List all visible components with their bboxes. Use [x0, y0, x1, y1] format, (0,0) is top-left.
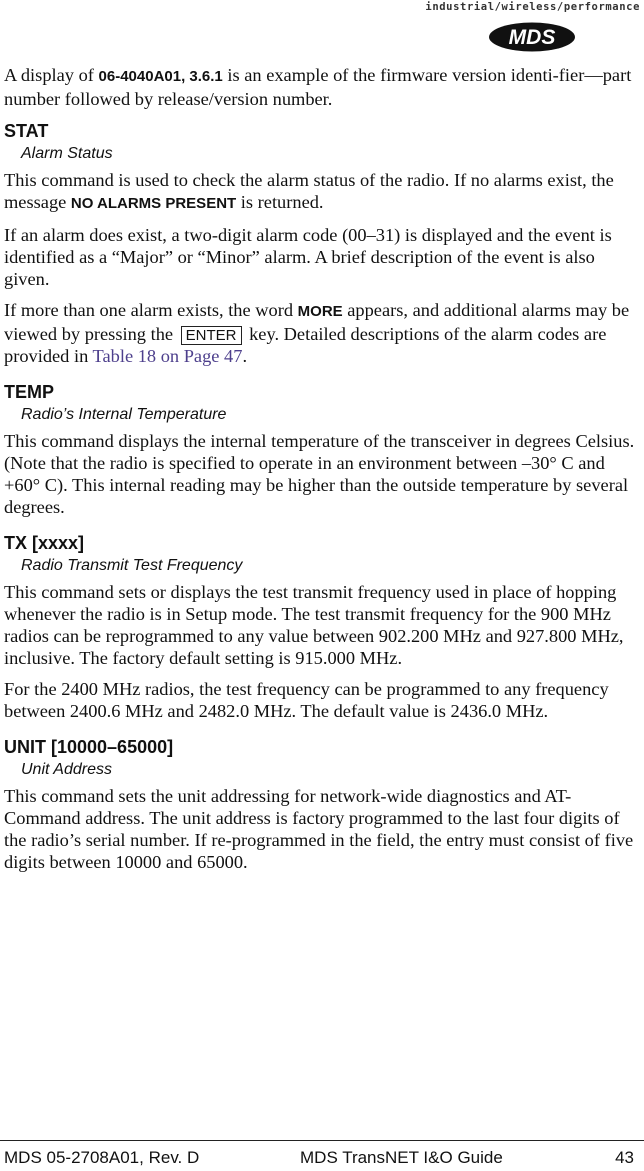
footer-rule [0, 1140, 644, 1141]
stat-paragraph-3: If more than one alarm exists, the word MORE appears, and additional alarms may be viewed by pressing the ENTER key. Detailed descriptions of the alarm codes are provided in Table 18 on Page 47. [4, 300, 630, 366]
mds-logo [488, 22, 576, 52]
tx-subtitle: Radio Transmit Test Frequency [21, 557, 243, 574]
footer-page-number: 43 [615, 1148, 634, 1167]
no-alarms-code: NO ALARMS PRESENT [70, 195, 237, 212]
page-content [4, 64, 636, 882]
firmware-code: 06-4040A01, 3.6.1 [98, 68, 223, 85]
temp-heading: TEMP [4, 382, 55, 402]
unit-subtitle: Unit Address [21, 761, 112, 778]
intro-paragraph: A display of 06-4040A01, 3.6.1 is an example of the firmware version identi-fier—part number followed by release/version number. [4, 65, 632, 109]
tx-paragraph-1: This command sets or displays the test transmit frequency used in place of hopping whenever the radio is in Setup mode. The test transmit frequency for the 900 MHz radios can be reprogrammed to any value between 902.200 MHz and 927.800 MHz, inclusive. The factory default setting is 915.000 MHz. [4, 582, 624, 668]
more-code: MORE [297, 303, 343, 320]
tx-paragraph-2: For the 2400 MHz radios, the test frequency can be programmed to any frequency between 2400.6 MHz and 2482.0 MHz. The default value is 2436.0 MHz. [4, 679, 609, 721]
unit-heading: UNIT [10000–65000] [4, 737, 174, 757]
tx-heading: TX [xxxx] [4, 533, 85, 553]
stat-heading: STAT [4, 121, 49, 141]
unit-paragraph-1: This command sets the unit addressing for network-wide diagnostics and AT-Command address. The unit address is factory programmed to the last four digits of the radio’s serial number. If re-programmed in the field, the entry must consist of five digits between 10000 and 65000. [4, 786, 634, 872]
footer-guide-title: MDS TransNET I&O Guide [300, 1148, 503, 1167]
temp-paragraph-1: This command displays the internal temperature of the transceiver in degrees Celsius. (Note that the radio is specified to operate in an environment between –30° C and +60° C). This internal reading may be higher than the outside temperature by several degrees. [4, 431, 635, 517]
logo-text: MDS [508, 26, 556, 49]
footer-doc-number: MDS 05-2708A01, Rev. D [4, 1148, 200, 1167]
table-18-link[interactable]: Table 18 on Page 47 [92, 346, 243, 366]
stat-subtitle: Alarm Status [21, 145, 113, 162]
temp-subtitle: Radio’s Internal Temperature [21, 406, 227, 423]
stat-paragraph-1: This command is used to check the alarm status of the radio. If no alarms exist, the message NO ALARMS PRESENT is returned. [4, 170, 614, 212]
header-tagline: industrial/wireless/performance [425, 1, 640, 13]
enter-key: ENTER [181, 326, 242, 345]
stat-paragraph-2: If an alarm does exist, a two-digit alarm code (00–31) is displayed and the event is identified as a “Major” or “Minor” alarm. A brief description of the event is also given. [4, 225, 612, 289]
